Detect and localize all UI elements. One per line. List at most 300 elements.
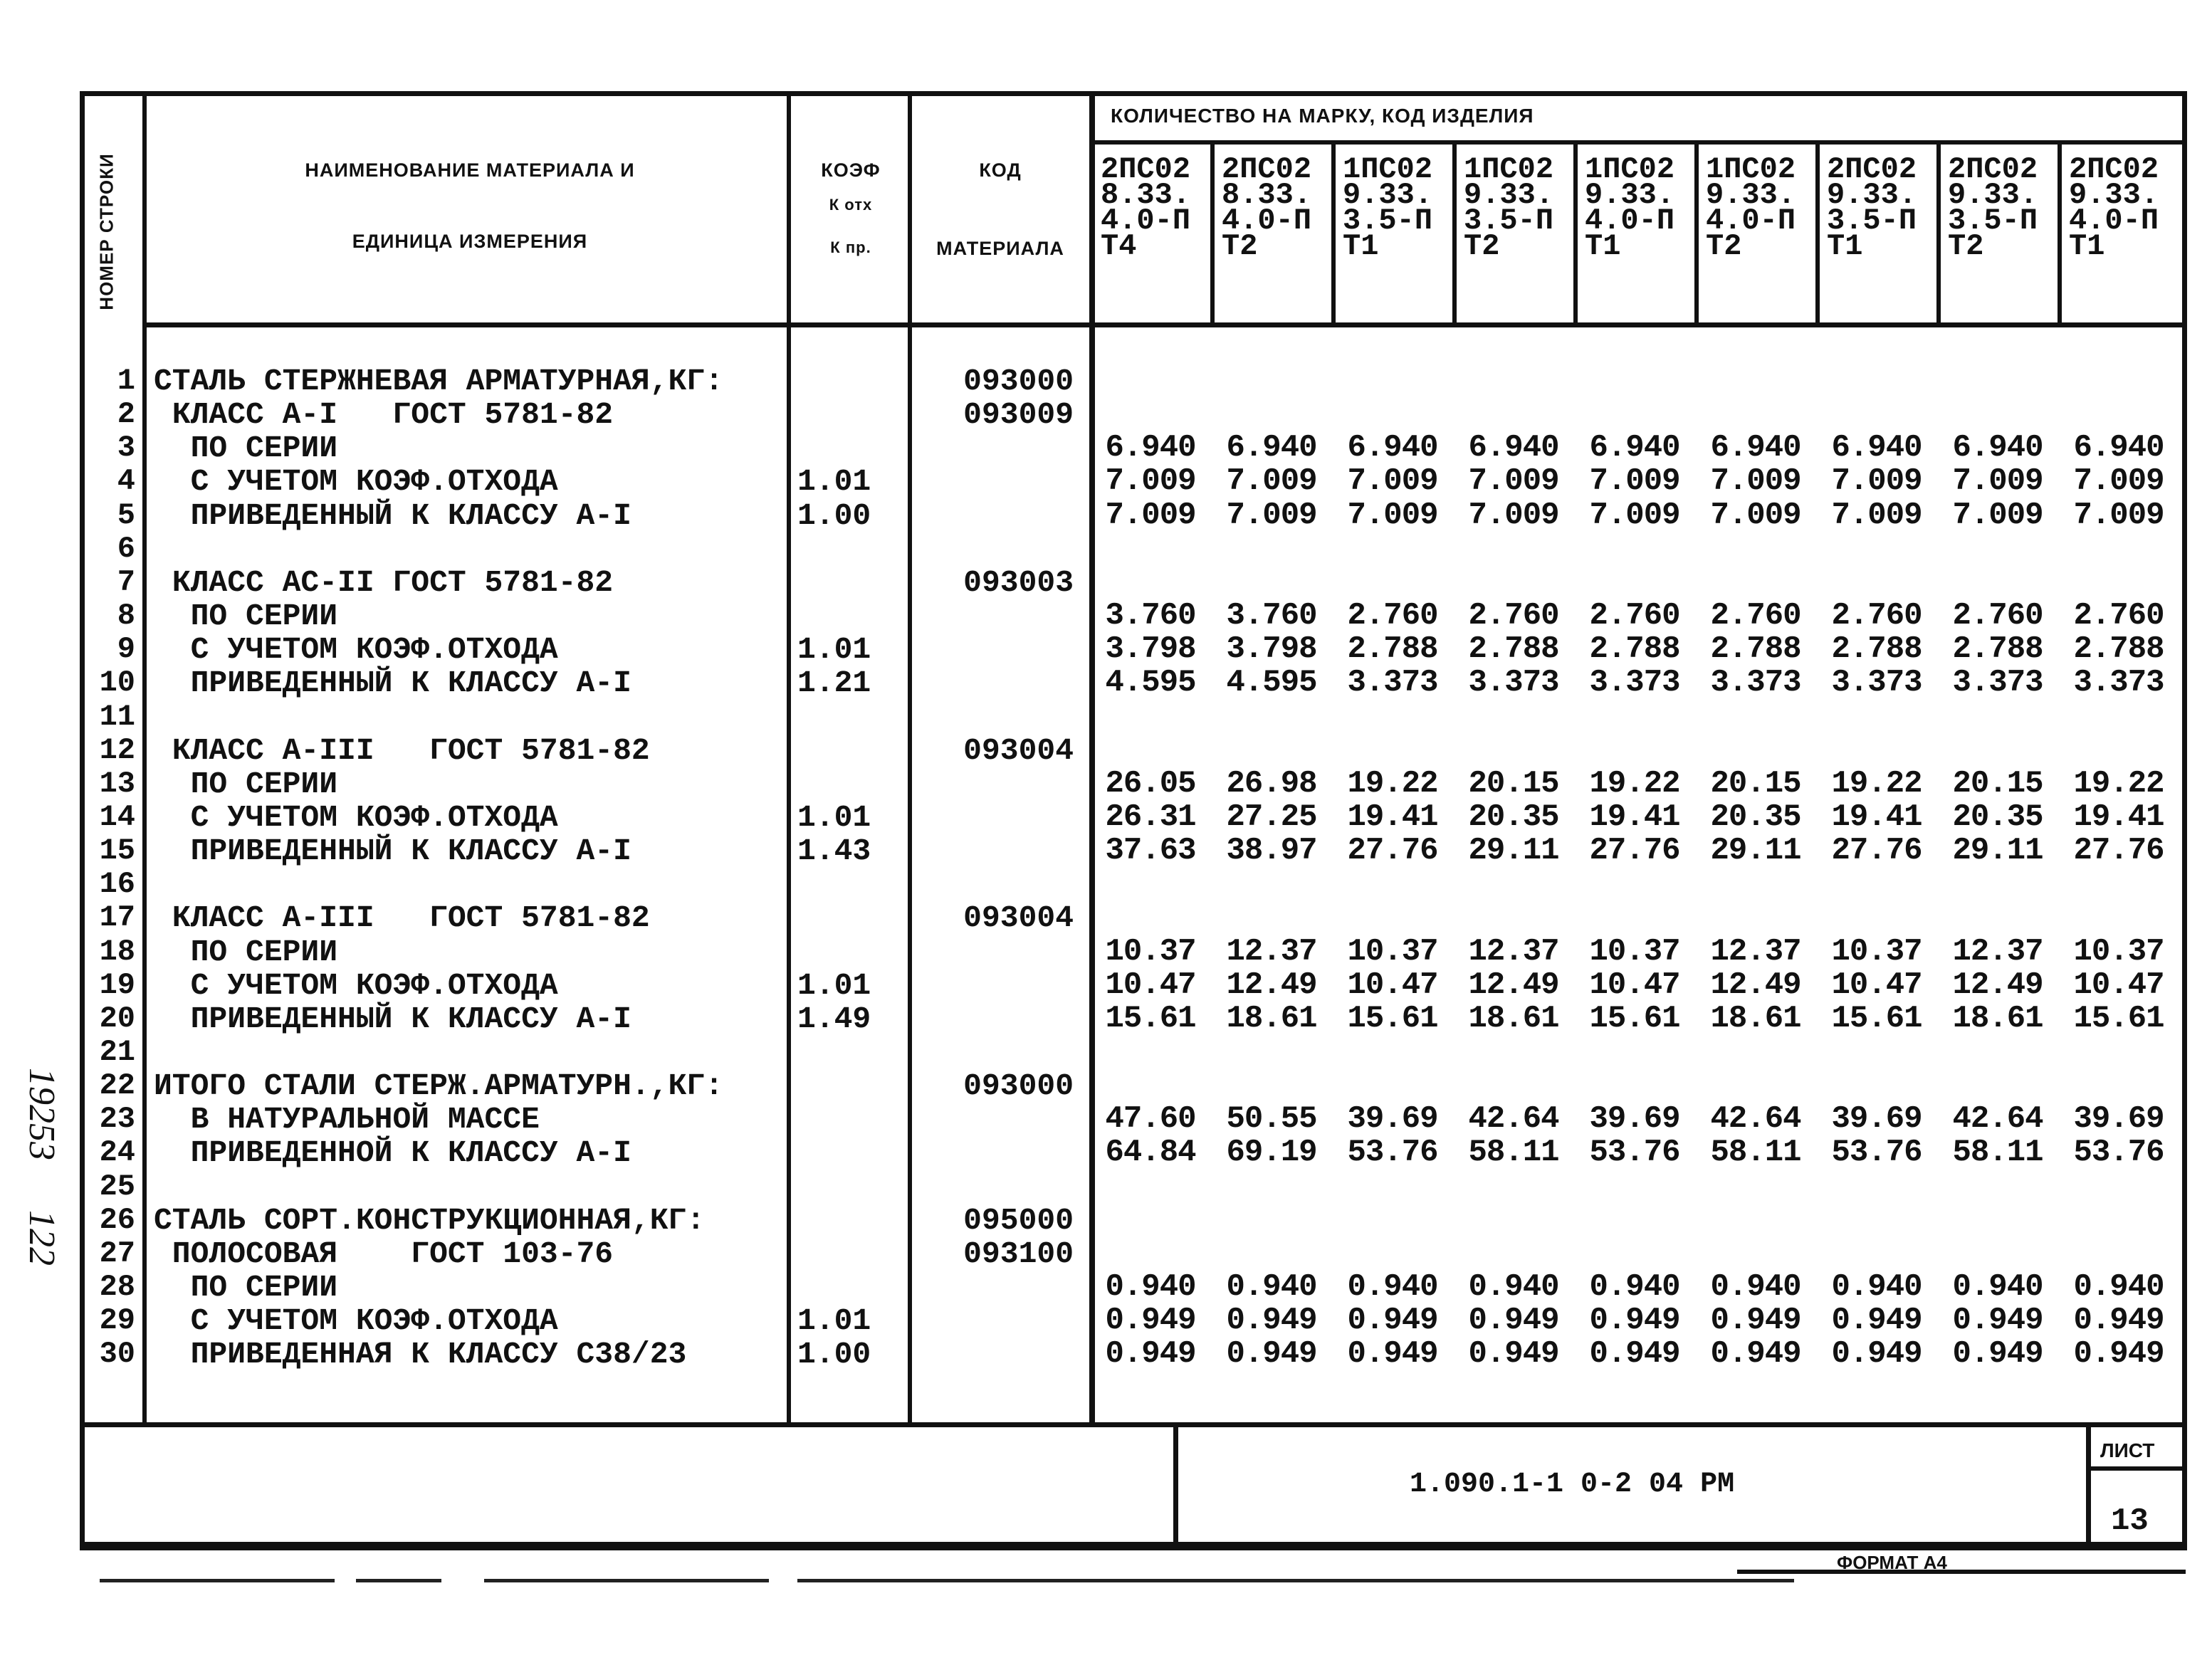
quantity-value: 37.63 (1105, 833, 1196, 869)
quantity-value: 3.798 (1226, 631, 1317, 668)
grid-line-horizontal (80, 1542, 2186, 1547)
quantity-value: 20.15 (1952, 765, 2043, 802)
bottom-rule (356, 1579, 441, 1582)
quantity-value: 19.22 (1831, 765, 1922, 802)
product-code-line: 2ПС02 (1948, 152, 2038, 187)
product-code-line: 3.5-П (1948, 204, 2038, 238)
row-number: 17 (99, 900, 135, 935)
quantity-value: 39.69 (1831, 1101, 1922, 1138)
quantity-value: 53.76 (1589, 1135, 1680, 1171)
quantity-value: 6.940 (1710, 430, 1801, 466)
quantity-value: 7.009 (1105, 463, 1196, 500)
quantity-value: 26.98 (1226, 765, 1317, 802)
quantity-value: 10.37 (1589, 933, 1680, 970)
row-number: 15 (99, 834, 135, 868)
coef-header-line2: К отх (829, 196, 873, 214)
quantity-value: 53.76 (2073, 1135, 2164, 1171)
material-name: ПО СЕРИИ (154, 766, 338, 802)
quantity-value: 7.009 (1831, 463, 1922, 500)
product-code-line: 9.33. (1343, 178, 1433, 212)
row-number: 2 (117, 397, 135, 432)
product-code (1464, 152, 1578, 263)
row-number: 16 (99, 867, 135, 902)
product-code-line: 8.33. (1222, 178, 1312, 212)
material-code: 093004 (963, 732, 1074, 768)
material-name: ПО СЕРИИ (154, 599, 338, 634)
quantity-value: 0.940 (1347, 1269, 1438, 1306)
quantity-value: 0.949 (1226, 1303, 1317, 1339)
quantity-value: 27.76 (1589, 833, 1680, 869)
coef-value: 1.00 (797, 1337, 871, 1372)
row-number: 5 (117, 498, 135, 532)
quantity-value: 7.009 (1105, 497, 1196, 533)
document-designation: 1.090.1-1 0-2 04 РМ (1410, 1469, 1735, 1501)
coef-value: 1.01 (797, 632, 871, 668)
quantity-value: 64.84 (1105, 1135, 1196, 1171)
inventory-number: 19253 (21, 1068, 62, 1160)
quantity-value: 58.11 (1468, 1135, 1559, 1171)
quantity-value: 0.940 (1468, 1269, 1559, 1306)
product-code-line: 2ПС02 (1101, 152, 1191, 187)
quantity-value: 3.373 (2073, 665, 2164, 701)
product-code-line: Т4 (1101, 229, 1137, 263)
quantity-value: 58.11 (1710, 1135, 1801, 1171)
quantity-value: 0.949 (2073, 1303, 2164, 1339)
product-code-line: Т2 (1706, 229, 1742, 263)
quantity-value: 2.788 (1347, 631, 1438, 668)
quantity-value: 39.69 (1347, 1101, 1438, 1138)
quantity-value: 12.49 (1710, 967, 1801, 1003)
quantity-value: 3.373 (1710, 665, 1801, 701)
quantity-value: 10.47 (1105, 967, 1196, 1003)
sheet-label: ЛИСТ (2100, 1439, 2155, 1461)
quantity-value: 10.47 (1831, 967, 1922, 1003)
product-code-line: 9.33. (1585, 178, 1675, 212)
material-name: ПО СЕРИИ (154, 431, 338, 466)
quantity-value: 7.009 (1589, 497, 1680, 533)
quantity-value: 19.41 (1589, 799, 1680, 835)
quantity-value: 50.55 (1226, 1101, 1317, 1138)
material-code: 095000 (963, 1202, 1074, 1238)
quantity-value: 10.47 (1589, 967, 1680, 1003)
quantity-value: 3.373 (1831, 665, 1922, 701)
quantity-value: 15.61 (1589, 1000, 1680, 1036)
quantity-value: 18.61 (1226, 1000, 1317, 1036)
quantity-value: 27.76 (1831, 833, 1922, 869)
material-code: 093000 (963, 364, 1074, 399)
quantity-value: 2.788 (1952, 631, 2043, 668)
quantity-value: 10.47 (2073, 967, 2164, 1003)
quantity-value: 6.940 (1226, 430, 1317, 466)
quantity-value: 7.009 (1710, 463, 1801, 500)
row-number: 25 (99, 1169, 135, 1204)
material-name: СТАЛЬ СТЕРЖНЕВАЯ АРМАТУРНАЯ,КГ: (154, 364, 723, 399)
quantity-value: 7.009 (1952, 497, 2043, 533)
product-code-line: 3.5-П (1343, 204, 1433, 238)
quantity-value: 7.009 (1468, 463, 1559, 500)
quantity-value: 0.940 (1952, 1269, 2043, 1306)
quantity-value: 7.009 (1831, 497, 1922, 533)
material-name: КЛАСС А-III ГОСТ 5781-82 (154, 732, 650, 768)
row-number-header: НОМЕР СТРОКИ (95, 153, 117, 310)
quantity-value: 7.009 (2073, 463, 2164, 500)
row-number: 29 (99, 1303, 135, 1338)
sheet-number: 13 (2111, 1503, 2149, 1539)
quantity-value: 7.009 (1710, 497, 1801, 533)
quantity-value: 7.009 (1468, 497, 1559, 533)
quantity-value: 20.15 (1468, 765, 1559, 802)
quantity-value: 19.41 (1347, 799, 1438, 835)
row-number: 18 (99, 934, 135, 969)
material-code: 093100 (963, 1236, 1074, 1271)
quantity-value: 7.009 (1347, 463, 1438, 500)
quantity-value: 6.940 (1589, 430, 1680, 466)
quantity-value: 3.760 (1105, 598, 1196, 634)
quantity-value: 47.60 (1105, 1101, 1196, 1138)
material-name: ПРИВЕДЕННЫЙ К КЛАССУ А-I (154, 834, 631, 869)
quantity-value: 27.25 (1226, 799, 1317, 835)
quantity-value: 3.373 (1347, 665, 1438, 701)
row-number: 23 (99, 1102, 135, 1137)
quantity-value: 0.940 (1226, 1269, 1317, 1306)
quantity-value: 10.37 (2073, 933, 2164, 970)
quantity-value: 0.940 (1710, 1269, 1801, 1306)
material-name: КЛАСС А-III ГОСТ 5781-82 (154, 900, 650, 936)
row-number: 12 (99, 732, 135, 767)
quantity-value: 29.11 (1710, 833, 1801, 869)
quantity-value: 15.61 (1347, 1000, 1438, 1036)
quantity-value: 0.949 (1468, 1336, 1559, 1372)
quantity-value: 0.949 (1347, 1336, 1438, 1372)
quantity-value: 0.949 (1468, 1303, 1559, 1339)
quantity-value: 6.940 (1952, 430, 2043, 466)
quantity-value: 20.35 (1710, 799, 1801, 835)
coef-value: 1.00 (797, 498, 871, 533)
quantity-value: 2.760 (1468, 598, 1559, 634)
quantity-value: 7.009 (1226, 463, 1317, 500)
row-number: 4 (117, 464, 135, 499)
quantity-value: 0.949 (1710, 1303, 1801, 1339)
row-number: 24 (99, 1135, 135, 1170)
material-name: ПО СЕРИИ (154, 1270, 338, 1306)
quantity-value: 26.05 (1105, 765, 1196, 802)
quantity-value: 0.949 (1105, 1336, 1196, 1372)
row-number: 9 (117, 632, 135, 667)
product-code (1948, 152, 2062, 263)
quantity-value: 6.940 (1347, 430, 1438, 466)
material-name: ПОЛОСОВАЯ ГОСТ 103-76 (154, 1236, 614, 1271)
coef-header-line3: К пр. (830, 238, 871, 256)
quantity-value: 12.49 (1226, 967, 1317, 1003)
grid-line-vertical (787, 93, 791, 1424)
quantity-value: 15.61 (1831, 1000, 1922, 1036)
quantity-value: 6.940 (1468, 430, 1559, 466)
quantity-value: 26.31 (1105, 799, 1196, 835)
quantity-value: 4.595 (1226, 665, 1317, 701)
quantity-value: 3.798 (1105, 631, 1196, 668)
grid-line-horizontal (142, 322, 2186, 327)
quantity-value: 2.788 (1589, 631, 1680, 668)
bottom-rule (797, 1579, 1794, 1582)
product-code-line: 9.33. (1948, 178, 2038, 212)
quantity-value: 2.788 (1468, 631, 1559, 668)
quantity-value: 7.009 (2073, 497, 2164, 533)
quantity-value: 42.64 (1952, 1101, 2043, 1138)
quantity-value: 18.61 (1468, 1000, 1559, 1036)
material-code: 093009 (963, 397, 1074, 433)
product-code (1222, 152, 1336, 263)
coef-header-line1: КОЭФ (821, 159, 881, 181)
coef-value: 1.01 (797, 464, 871, 500)
product-code-line: 4.0-П (2069, 204, 2159, 238)
quantity-value: 0.940 (2073, 1269, 2164, 1306)
row-number: 1 (117, 364, 135, 398)
row-number: 3 (117, 431, 135, 466)
coef-value: 1.43 (797, 834, 871, 869)
material-name: ПРИВЕДЕННЫЙ К КЛАССУ А-I (154, 666, 631, 701)
quantity-value: 19.22 (1347, 765, 1438, 802)
quantity-value: 0.940 (1589, 1269, 1680, 1306)
product-code-line: Т1 (1827, 229, 1863, 263)
quantity-value: 0.940 (1105, 1269, 1196, 1306)
material-name: ПРИВЕДЕННЫЙ К КЛАССУ А-I (154, 1001, 631, 1036)
quantity-value: 15.61 (2073, 1000, 2164, 1036)
quantity-value: 0.949 (1831, 1303, 1922, 1339)
product-code-line: 9.33. (2069, 178, 2159, 212)
quantity-value: 7.009 (1226, 497, 1317, 533)
material-name: В НАТУРАЛЬНОЙ МАССЕ (154, 1102, 540, 1138)
material-name: ИТОГО СТАЛИ СТЕРЖ.АРМАТУРН.,КГ: (154, 1068, 723, 1104)
quantity-value: 0.949 (1589, 1303, 1680, 1339)
code-header-line1: КОД (979, 159, 1022, 181)
quantity-value: 39.69 (2073, 1101, 2164, 1138)
quantity-value: 12.37 (1710, 933, 1801, 970)
quantity-value: 7.009 (1347, 497, 1438, 533)
material-code: 093000 (963, 1068, 1074, 1104)
quantity-value: 0.949 (1347, 1303, 1438, 1339)
product-code-line: 1ПС02 (1464, 152, 1554, 187)
product-code-line: 8.33. (1101, 178, 1191, 212)
coef-value: 1.01 (797, 967, 871, 1003)
product-code-line: 4.0-П (1585, 204, 1675, 238)
grid-line-horizontal (1089, 140, 2186, 145)
product-code (1343, 152, 1457, 263)
row-number: 8 (117, 599, 135, 634)
quantity-value: 7.009 (1589, 463, 1680, 500)
quantity-value: 0.949 (1589, 1336, 1680, 1372)
material-name: С УЧЕТОМ КОЭФ.ОТХОДА (154, 967, 558, 1003)
quantity-value: 0.949 (1952, 1303, 2043, 1339)
quantity-value: 53.76 (1347, 1135, 1438, 1171)
quantity-value: 0.940 (1831, 1269, 1922, 1306)
material-name: ПРИВЕДЕННЫЙ К КЛАССУ А-I (154, 498, 631, 533)
quantity-value: 12.37 (1952, 933, 2043, 970)
quantity-value: 10.47 (1347, 967, 1438, 1003)
product-code (1101, 152, 1215, 263)
quantity-value: 19.22 (1589, 765, 1680, 802)
quantity-value: 20.35 (1468, 799, 1559, 835)
quantity-value: 20.15 (1710, 765, 1801, 802)
product-code (1706, 152, 1820, 263)
product-code-line: 4.0-П (1101, 204, 1191, 238)
product-code (2069, 152, 2183, 263)
quantity-value: 0.949 (1710, 1336, 1801, 1372)
quantity-value: 3.760 (1226, 598, 1317, 634)
material-name: С УЧЕТОМ КОЭФ.ОТХОДА (154, 632, 558, 668)
grid-line-vertical (1089, 93, 1095, 1424)
material-name: КЛАСС А-I ГОСТ 5781-82 (154, 397, 614, 433)
quantity-value: 2.788 (1831, 631, 1922, 668)
row-number: 26 (99, 1202, 135, 1237)
quantity-value: 19.22 (2073, 765, 2164, 802)
quantity-value: 0.949 (1105, 1303, 1196, 1339)
quantity-value: 29.11 (1468, 833, 1559, 869)
row-number: 21 (99, 1035, 135, 1069)
quantity-value: 2.760 (1589, 598, 1680, 634)
material-name: ПО СЕРИИ (154, 934, 338, 970)
material-name: СТАЛЬ СОРТ.КОНСТРУКЦИОННАЯ,КГ: (154, 1202, 706, 1238)
quantity-value: 27.76 (1347, 833, 1438, 869)
quantity-value: 6.940 (1831, 430, 1922, 466)
product-code-line: 2ПС02 (2069, 152, 2159, 187)
product-code-line: 9.33. (1464, 178, 1554, 212)
material-name: С УЧЕТОМ КОЭФ.ОТХОДА (154, 799, 558, 835)
grid-line-vertical (1173, 1427, 1178, 1545)
quantity-value: 7.009 (1952, 463, 2043, 500)
quantity-value: 3.373 (1468, 665, 1559, 701)
product-code-line: 2ПС02 (1222, 152, 1312, 187)
quantity-value: 2.760 (2073, 598, 2164, 634)
quantity-value: 2.760 (1952, 598, 2043, 634)
quantity-value: 10.37 (1105, 933, 1196, 970)
row-number: 6 (117, 531, 135, 566)
format-label: ФОРМАТ А4 (1837, 1552, 1947, 1573)
quantity-value: 20.35 (1952, 799, 2043, 835)
quantity-value: 19.41 (1831, 799, 1922, 835)
material-code: 093003 (963, 564, 1074, 600)
row-number: 14 (99, 799, 135, 834)
product-code-line: 4.0-П (1706, 204, 1796, 238)
product-code-line: Т2 (1464, 229, 1500, 263)
grid-line-horizontal (2086, 1466, 2186, 1471)
grid-line-vertical (142, 93, 147, 1424)
bottom-rule (100, 1579, 335, 1582)
product-code-line: 1ПС02 (1706, 152, 1796, 187)
product-code-line: Т1 (2069, 229, 2105, 263)
grid-line-horizontal (80, 1422, 2186, 1427)
row-number: 22 (99, 1068, 135, 1103)
quantity-value: 3.373 (1589, 665, 1680, 701)
quantity-value: 3.373 (1952, 665, 2043, 701)
quantity-value: 2.788 (1710, 631, 1801, 668)
material-name: С УЧЕТОМ КОЭФ.ОТХОДА (154, 464, 558, 500)
quantity-value: 12.49 (1952, 967, 2043, 1003)
grid-line-horizontal (1737, 1570, 2186, 1574)
quantity-value: 12.37 (1226, 933, 1317, 970)
quantity-value: 12.37 (1468, 933, 1559, 970)
product-code (1827, 152, 1941, 263)
quantity-value: 29.11 (1952, 833, 2043, 869)
material-name: ПРИВЕДЕННОЙ К КЛАССУ А-I (154, 1135, 631, 1171)
product-code (1585, 152, 1699, 263)
product-code-line: Т1 (1585, 229, 1621, 263)
row-number: 11 (99, 699, 135, 734)
coef-value: 1.49 (797, 1001, 871, 1036)
product-code-line: 2ПС02 (1827, 152, 1917, 187)
quantity-value: 2.760 (1710, 598, 1801, 634)
product-code-line: 3.5-П (1464, 204, 1554, 238)
product-code-line: 1ПС02 (1343, 152, 1433, 187)
quantity-value: 19.41 (2073, 799, 2164, 835)
quantity-value: 4.595 (1105, 665, 1196, 701)
row-number: 27 (99, 1236, 135, 1271)
quantity-value: 38.97 (1226, 833, 1317, 869)
row-number: 30 (99, 1337, 135, 1372)
quantity-value: 0.949 (1226, 1336, 1317, 1372)
quantity-value: 2.788 (2073, 631, 2164, 668)
quantity-value: 0.949 (1831, 1336, 1922, 1372)
quantity-value: 10.37 (1347, 933, 1438, 970)
product-code-line: Т1 (1343, 229, 1379, 263)
quantity-value: 2.760 (1831, 598, 1922, 634)
quantity-header: КОЛИЧЕСТВО НА МАРКУ, КОД ИЗДЕЛИЯ (1111, 105, 1534, 127)
product-code-line: 4.0-П (1222, 204, 1312, 238)
coef-value: 1.01 (797, 1303, 871, 1339)
row-number: 7 (117, 564, 135, 599)
quantity-value: 53.76 (1831, 1135, 1922, 1171)
coef-value: 1.01 (797, 799, 871, 835)
product-code-line: 1ПС02 (1585, 152, 1675, 187)
quantity-value: 6.940 (1105, 430, 1196, 466)
quantity-value: 2.760 (1347, 598, 1438, 634)
quantity-value: 0.949 (1952, 1336, 2043, 1372)
quantity-value: 0.949 (2073, 1336, 2164, 1372)
material-name: ПРИВЕДЕННАЯ К КЛАССУ С38/23 (154, 1337, 687, 1372)
row-number: 28 (99, 1270, 135, 1305)
quantity-value: 15.61 (1105, 1000, 1196, 1036)
material-name: КЛАСС АС-II ГОСТ 5781-82 (154, 564, 614, 600)
row-number: 10 (99, 666, 135, 700)
quantity-value: 69.19 (1226, 1135, 1317, 1171)
quantity-value: 18.61 (1710, 1000, 1801, 1036)
code-header-line2: МАТЕРИАЛА (936, 238, 1064, 259)
quantity-value: 6.940 (2073, 430, 2164, 466)
material-name: С УЧЕТОМ КОЭФ.ОТХОДА (154, 1303, 558, 1339)
product-code-line: 9.33. (1827, 178, 1917, 212)
quantity-value: 58.11 (1952, 1135, 2043, 1171)
material-name-header-line1: НАИМЕНОВАНИЕ МАТЕРИАЛА И (305, 159, 635, 181)
material-name-header-line2: ЕДИНИЦА ИЗМЕРЕНИЯ (352, 231, 588, 252)
quantity-value: 39.69 (1589, 1101, 1680, 1138)
quantity-value: 12.49 (1468, 967, 1559, 1003)
row-number: 13 (99, 766, 135, 801)
quantity-value: 27.76 (2073, 833, 2164, 869)
quantity-value: 42.64 (1468, 1101, 1559, 1138)
product-code-line: 3.5-П (1827, 204, 1917, 238)
product-code-line: Т2 (1948, 229, 1984, 263)
product-code-line: Т2 (1222, 229, 1258, 263)
row-number: 20 (99, 1001, 135, 1036)
page-number: 122 (21, 1210, 62, 1266)
quantity-value: 42.64 (1710, 1101, 1801, 1138)
row-number: 19 (99, 967, 135, 1002)
coef-value: 1.21 (797, 666, 871, 701)
bottom-rule (484, 1579, 769, 1582)
material-code: 093004 (963, 900, 1074, 936)
product-code-line: 9.33. (1706, 178, 1796, 212)
grid-line-vertical (2086, 1427, 2091, 1545)
quantity-value: 18.61 (1952, 1000, 2043, 1036)
